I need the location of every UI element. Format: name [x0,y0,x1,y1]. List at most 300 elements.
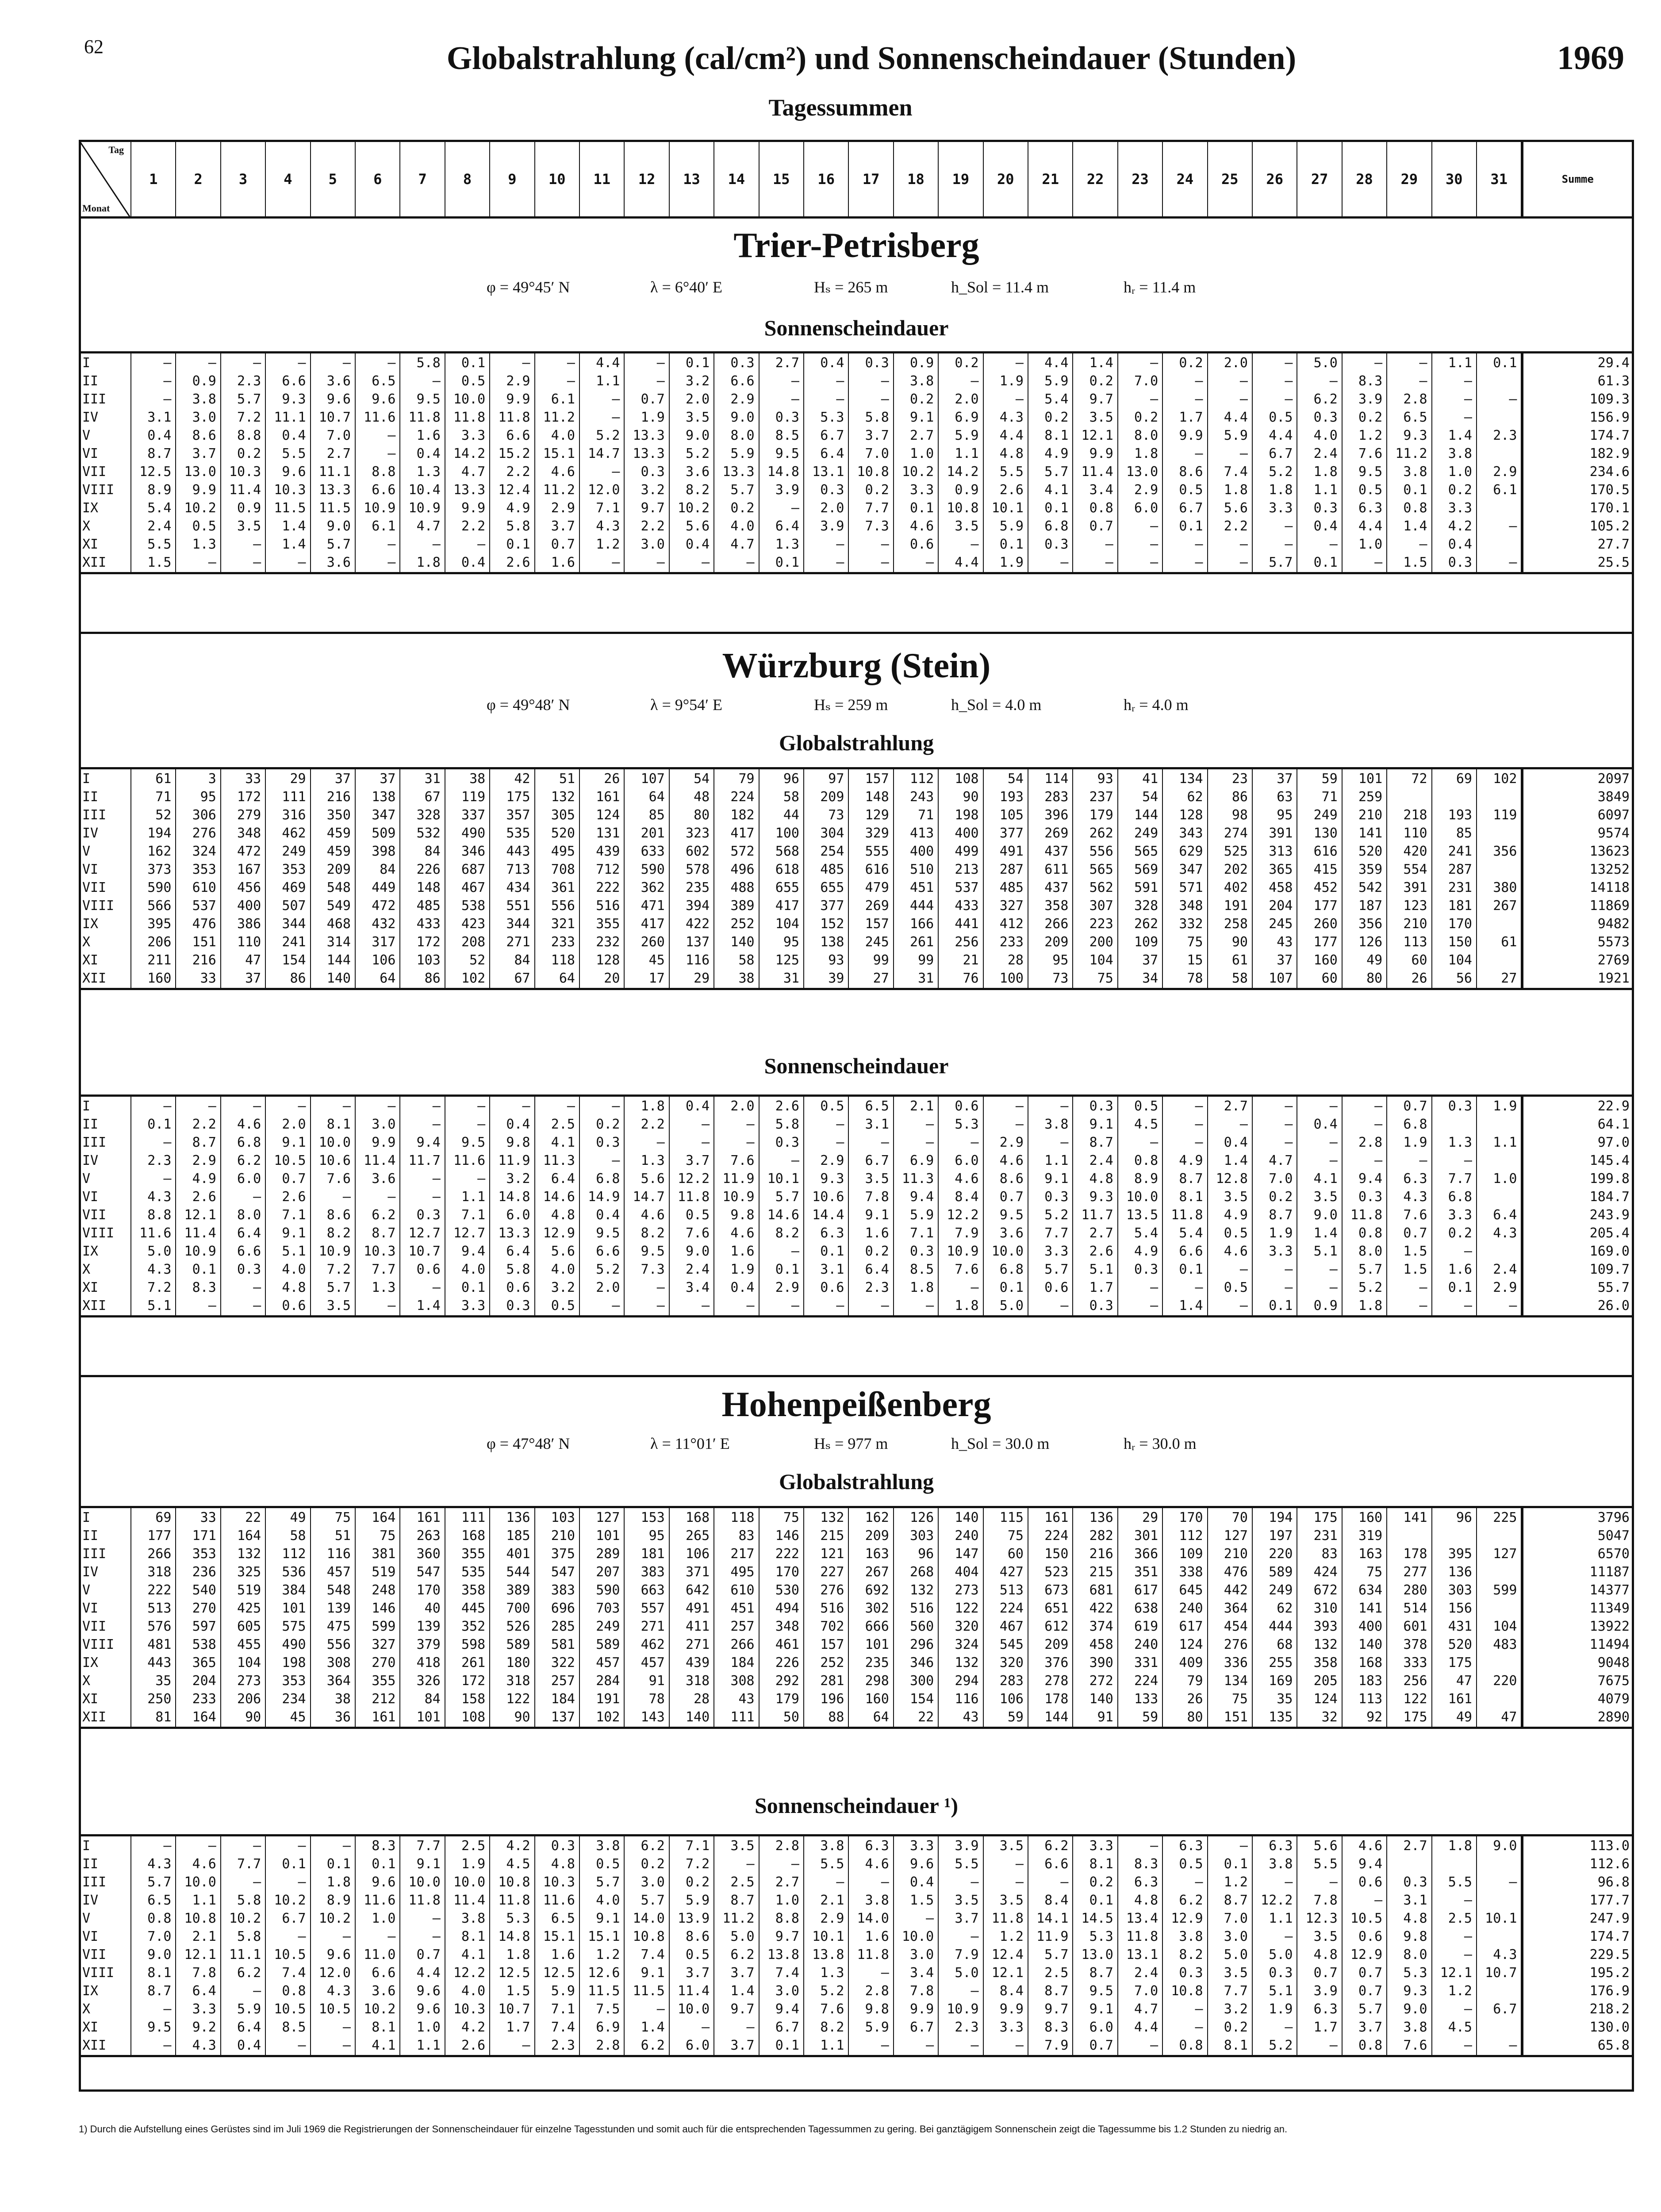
day-cell: – [1329,1280,1338,1295]
column-line [1162,1094,1163,1317]
day-cell: 44 [783,807,799,823]
day-cell: 4.6 [730,1225,755,1241]
month-label: IV [82,1153,99,1168]
day-cell: – [971,1280,979,1295]
day-cell: – [163,373,172,389]
day-cell: 252 [820,1655,844,1671]
day-cell: 27 [1501,971,1517,986]
day-cell: 555 [865,844,889,859]
month-label: I [82,1510,91,1525]
day-cell: 10.1 [991,500,1024,516]
day-cell: 185 [506,1528,530,1544]
day-cell: 8.1 [147,1965,172,1981]
day-cell: 617 [1179,1619,1203,1634]
day-cell: 121 [820,1546,844,1562]
day-cell: – [208,1838,216,1854]
day-cell: 90 [963,789,979,805]
column-line [624,1834,625,2057]
month-label: V [82,428,91,443]
day-cell: 1.5 [1403,1262,1427,1277]
day-cell: 13.3 [453,482,486,498]
month-label: X [82,1262,91,1277]
day-cell: 444 [1269,1619,1293,1634]
day-cell: 287 [999,862,1024,877]
month-label: VII [82,1207,107,1223]
column-line [803,1094,804,1317]
day-cell: 64 [380,971,396,986]
day-cell: 170 [416,1582,441,1598]
day-cell: – [1329,1874,1338,1890]
day-cell: 6.0 [1089,2020,1113,2035]
day-cell: 0.1 [372,1856,396,1872]
day-cell: – [522,1098,530,1114]
day-cell: – [163,1838,172,1854]
day-cell: 12.4 [991,1947,1024,1962]
day-cell: 1.3 [416,464,441,480]
day-cell: 107 [641,771,665,787]
month-label: V [82,1582,91,1598]
day-cell: 6.2 [1313,392,1338,407]
month-label: IV [82,826,99,841]
day-cell: 110 [1403,826,1427,841]
day-cell: 9.7 [730,2001,755,2017]
day-cell: 616 [1313,844,1338,859]
day-cell: 2.9 [1493,464,1517,480]
day-cell: 708 [551,862,575,877]
day-cell: 85 [648,807,665,823]
day-cell: 597 [192,1619,216,1634]
day-cell: 417 [775,898,799,914]
sum-cell: 25.5 [1597,555,1630,570]
day-cell: 6.2 [237,1153,261,1168]
day-cell: 10.0 [1126,1189,1158,1205]
day-header: 6 [373,171,382,188]
day-cell: 42 [514,771,530,787]
day-cell: 0.2 [865,482,889,498]
day-cell: 9.7 [641,500,665,516]
day-cell: 222 [775,1546,799,1562]
day-cell: 269 [1044,826,1069,841]
day-cell: 7.6 [326,1171,351,1187]
day-cell: 8.7 [1044,1983,1069,1999]
day-cell: 3.1 [820,1262,844,1277]
day-cell: 147 [955,1546,979,1562]
day-cell: 1.1 [955,446,979,461]
day-cell: 1.8 [326,1874,351,1890]
table-row [79,1133,1634,1152]
table-row [79,969,1634,987]
column-line [1386,1094,1387,1317]
day-cell: 157 [865,771,889,787]
day-cell: 4.4 [416,1965,441,1981]
day-cell: 1.8 [506,1947,530,1962]
day-cell: 7.4 [551,2020,575,2035]
day-cell: – [1239,1298,1248,1313]
day-cell: 116 [326,1546,351,1562]
day-cell: 78 [648,1691,665,1707]
day-cell: 560 [910,1619,934,1634]
day-cell: 6.7 [1269,446,1293,461]
month-label: X [82,1673,91,1689]
day-cell: – [1150,1298,1158,1313]
day-cell: 9.0 [686,1244,710,1259]
sum-cell: 174.7 [1589,428,1630,443]
day-cell: – [163,1171,172,1187]
day-cell: 27 [873,971,889,986]
day-cell: 262 [1134,916,1158,932]
day-cell: 320 [955,1619,979,1634]
day-cell: 2.9 [1493,1280,1517,1295]
day-cell: – [1195,446,1203,461]
sum-cell: 205.4 [1589,1225,1630,1241]
day-cell: 0.4 [147,428,172,443]
day-cell: 2.2 [461,518,486,534]
day-cell: 118 [551,952,575,968]
day-cell: – [881,555,889,570]
day-cell: 58 [738,952,755,968]
day-cell: 0.6 [1044,1280,1069,1295]
day-cell: 9.6 [416,1983,441,1999]
day-cell: – [163,355,172,371]
table-row [79,933,1634,951]
day-cell: 161 [1448,1691,1472,1707]
day-cell: 2.6 [999,482,1024,498]
day-cell: 10.8 [498,1874,530,1890]
day-cell: 9.1 [596,1911,620,1926]
day-cell: 6.3 [1403,1171,1427,1187]
day-cell: 6.0 [237,1171,261,1187]
day-cell: 554 [1403,862,1427,877]
day-cell: 8.8 [775,1911,799,1926]
day-cell: 356 [1493,844,1517,859]
day-cell: 47 [1456,1673,1472,1689]
day-cell: 227 [820,1564,844,1580]
day-cell: 6.6 [506,428,530,443]
day-cell: 102 [596,1709,620,1725]
day-cell: 7.2 [237,410,261,425]
day-cell: 1.9 [1493,1098,1517,1114]
day-cell: 0.1 [775,555,799,570]
sum-cell: 3849 [1597,789,1630,805]
column-line [983,351,984,574]
day-cell: 9.0 [147,1947,172,1962]
column-line [1252,767,1253,990]
day-cell: 3.4 [910,1965,934,1981]
day-cell: – [1195,537,1203,552]
day-cell: 261 [910,934,934,950]
day-cell: 1.8 [641,1098,665,1114]
day-cell: 9.1 [282,1135,306,1150]
day-cell: 394 [686,898,710,914]
day-cell: 590 [596,1582,620,1598]
day-cell: 144 [1134,807,1158,823]
day-cell: 9.7 [1044,2001,1069,2017]
month-label: VIII [82,482,115,498]
day-cell: 8.5 [775,428,799,443]
day-cell: 8.7 [1089,1135,1113,1150]
day-cell: 11.1 [318,464,351,480]
day-cell: 0.3 [1448,1098,1472,1114]
column-line [355,1834,356,2057]
day-cell: 11.7 [1081,1207,1113,1223]
sum-cell: 174.7 [1589,1929,1630,1944]
day-cell: – [1060,1298,1069,1313]
day-cell: 1.0 [910,446,934,461]
day-cell: 0.2 [1089,373,1113,389]
day-cell: 52 [155,807,172,823]
day-cell: 249 [1134,826,1158,841]
day-cell: 3.5 [955,1893,979,1908]
day-cell: 7.7 [372,1262,396,1277]
day-cell: 49 [1366,952,1383,968]
day-cell: 9.1 [910,410,934,425]
day-cell: 106 [686,1546,710,1562]
day-cell: 455 [237,1637,261,1652]
day-cell: 276 [1224,1637,1248,1652]
day-cell: 8.2 [1179,1947,1203,1962]
column-line [1521,1834,1523,2057]
day-cell: 122 [955,1601,979,1616]
column-line [1476,140,1477,219]
day-cell: 404 [955,1564,979,1580]
day-cell: 5.7 [147,1874,172,1890]
day-cell: 0.2 [686,1874,710,1890]
day-cell: 13.3 [498,1225,530,1241]
day-cell: 0.1 [1403,482,1427,498]
day-cell: 162 [865,1510,889,1525]
day-cell: 13.3 [633,428,665,443]
month-label: VII [82,880,107,895]
day-cell: 10.6 [812,1189,844,1205]
sum-cell: 130.0 [1589,2020,1630,2035]
month-label: IV [82,1893,99,1908]
day-cell: 324 [192,844,216,859]
day-cell: 0.2 [865,1244,889,1259]
day-cell: – [926,1135,934,1150]
day-cell: 9.8 [865,2001,889,2017]
day-cell: 374 [1089,1619,1113,1634]
day-cell: 257 [551,1673,575,1689]
day-cell: – [1285,392,1293,407]
day-cell: 9.4 [1358,1171,1383,1187]
day-cell: 0.6 [955,1098,979,1114]
day-cell: – [926,1117,934,1132]
day-cell: 72 [1411,771,1427,787]
day-cell: 5.7 [730,482,755,498]
day-cell: 4.0 [551,428,575,443]
day-cell: 1.8 [1269,482,1293,498]
day-cell: 1.1 [1313,482,1338,498]
day-cell: 538 [461,898,486,914]
day-cell: 0.1 [1179,518,1203,534]
day-cell: 10.0 [184,1874,216,1890]
day-cell: 8.8 [372,464,396,480]
column-line [759,140,760,219]
sum-cell: 182.9 [1589,446,1630,461]
day-cell: 1.9 [641,410,665,425]
day-cell: – [387,1929,396,1944]
day-cell: – [746,1298,755,1313]
day-cell: 366 [1134,1546,1158,1562]
day-cell: 0.2 [1179,355,1203,371]
day-cell: 2.9 [999,1135,1024,1150]
day-cell: 0.8 [1358,1225,1383,1241]
sum-cell: 112.6 [1589,1856,1630,1872]
day-cell: 11.4 [229,482,261,498]
day-cell: 346 [461,844,486,859]
day-cell: 338 [1179,1564,1203,1580]
day-cell: 4.4 [1269,428,1293,443]
day-cell: 103 [416,952,441,968]
sum-cell: 156.9 [1589,410,1630,425]
day-cell: 8.9 [1134,1171,1158,1187]
day-cell: 1.5 [1403,555,1427,570]
day-cell: 3.2 [686,373,710,389]
day-cell: 8.7 [147,1983,172,1999]
day-cell: 1.3 [775,537,799,552]
day-cell: 124 [1179,1637,1203,1652]
day-cell: 381 [372,1546,396,1562]
day-cell: 11.9 [1036,1929,1069,1944]
column-line [1207,351,1208,574]
day-cell: – [656,555,665,570]
day-cell: – [881,2038,889,2053]
day-cell: 9.1 [1089,2001,1113,2017]
month-label: I [82,1098,91,1114]
month-label: IV [82,410,99,425]
day-cell: 109 [1179,1546,1203,1562]
day-cell: 602 [686,844,710,859]
day-cell: 346 [910,1655,934,1671]
day-cell: 196 [820,1691,844,1707]
day-cell: 9.0 [1493,1838,1517,1854]
day-cell: 6.3 [865,1838,889,1854]
day-cell: 1.4 [1313,1225,1338,1241]
day-cell: 589 [596,1637,620,1652]
day-cell: 12.7 [408,1225,441,1241]
day-cell: 217 [730,1546,755,1562]
day-cell: 1.3 [641,1153,665,1168]
day-cell: 4.7 [461,464,486,480]
day-cell: 6.7 [1493,2001,1517,2017]
day-cell: 5.4 [1044,392,1069,407]
day-cell: 79 [1187,1673,1203,1689]
day-cell: 10.0 [991,1244,1024,1259]
column-line [1476,1834,1477,2057]
day-cell: 10.5 [274,1153,306,1168]
day-cell: 0.5 [1224,1280,1248,1295]
table-row [79,1855,1634,1873]
day-cell: 209 [820,789,844,805]
day-cell: 0.1 [1044,500,1069,516]
day-cell: 256 [955,934,979,950]
day-cell: 3.8 [192,392,216,407]
day-cell: 1.6 [865,1225,889,1241]
day-cell: 9.8 [730,1207,755,1223]
day-cell: 11.5 [633,1983,665,1999]
day-cell: 5.3 [1403,1965,1427,1981]
day-cell: 3.6 [999,1225,1024,1241]
day-cell: 164 [192,1709,216,1725]
day-cell: 461 [775,1637,799,1652]
column-line [489,1506,490,1729]
day-cell: 6.7 [282,1911,306,1926]
month-label: IX [82,1983,99,1999]
day-cell: – [342,1098,351,1114]
day-cell: 375 [551,1546,575,1562]
day-cell: 9.9 [372,1135,396,1150]
day-cell: 96 [783,771,799,787]
day-cell: 5.7 [1044,464,1069,480]
column-line [669,1094,670,1317]
day-cell: – [656,373,665,389]
column-line [848,351,849,574]
day-cell: 95 [1277,807,1293,823]
day-cell: 4.6 [237,1117,261,1132]
day-cell: 3.6 [686,464,710,480]
day-cell: 14.2 [947,464,979,480]
day-cell: 256 [1403,1673,1427,1689]
day-cell: 7.8 [1313,1893,1338,1908]
column-line [938,351,939,574]
day-cell: – [1419,355,1427,371]
day-cell: 11.5 [588,1983,620,1999]
day-cell: 681 [1089,1582,1113,1598]
day-cell: 5.9 [686,1893,710,1908]
day-cell: 7.1 [551,2001,575,2017]
day-cell: 472 [372,898,396,914]
day-cell: 127 [596,1510,620,1525]
day-cell: 9.9 [192,482,216,498]
day-cell: 1.0 [416,2020,441,2035]
day-cell: 10.5 [274,2001,306,2017]
day-cell: 8.7 [1269,1207,1293,1223]
day-cell: 4.4 [1224,410,1248,425]
day-cell: 3.8 [865,1893,889,1908]
day-cell: – [1329,1135,1338,1150]
column-line [534,351,535,574]
sum-cell: 109.3 [1589,392,1630,407]
day-cell: 208 [461,934,486,950]
day-cell: 1.4 [1089,355,1113,371]
day-cell: 260 [1313,916,1338,932]
day-cell: 4.9 [1044,446,1069,461]
day-cell: 231 [1313,1528,1338,1544]
day-cell: 0.5 [1358,482,1383,498]
day-cell: 4.1 [551,1135,575,1150]
column-line [1342,1094,1343,1317]
day-cell: 692 [865,1582,889,1598]
day-cell: 655 [820,880,844,895]
day-cell: 2.3 [147,1153,172,1168]
day-cell: 101 [865,1637,889,1652]
day-cell: 6.8 [1044,518,1069,534]
sum-cell: 199.8 [1589,1171,1630,1187]
day-cell: 568 [775,844,799,859]
table-row [79,1873,1634,1891]
table-row [79,824,1634,842]
day-cell: 0.2 [910,392,934,407]
day-cell: 134 [1224,1673,1248,1689]
day-cell: 210 [1224,1546,1248,1562]
day-cell: 15.2 [498,446,530,461]
day-cell: 5.9 [910,1207,934,1223]
day-cell: 2.7 [326,446,351,461]
day-cell: 243 [910,789,934,805]
day-cell: 101 [416,1709,441,1725]
day-cell: 8.1 [461,1929,486,1944]
day-cell: 170 [775,1564,799,1580]
